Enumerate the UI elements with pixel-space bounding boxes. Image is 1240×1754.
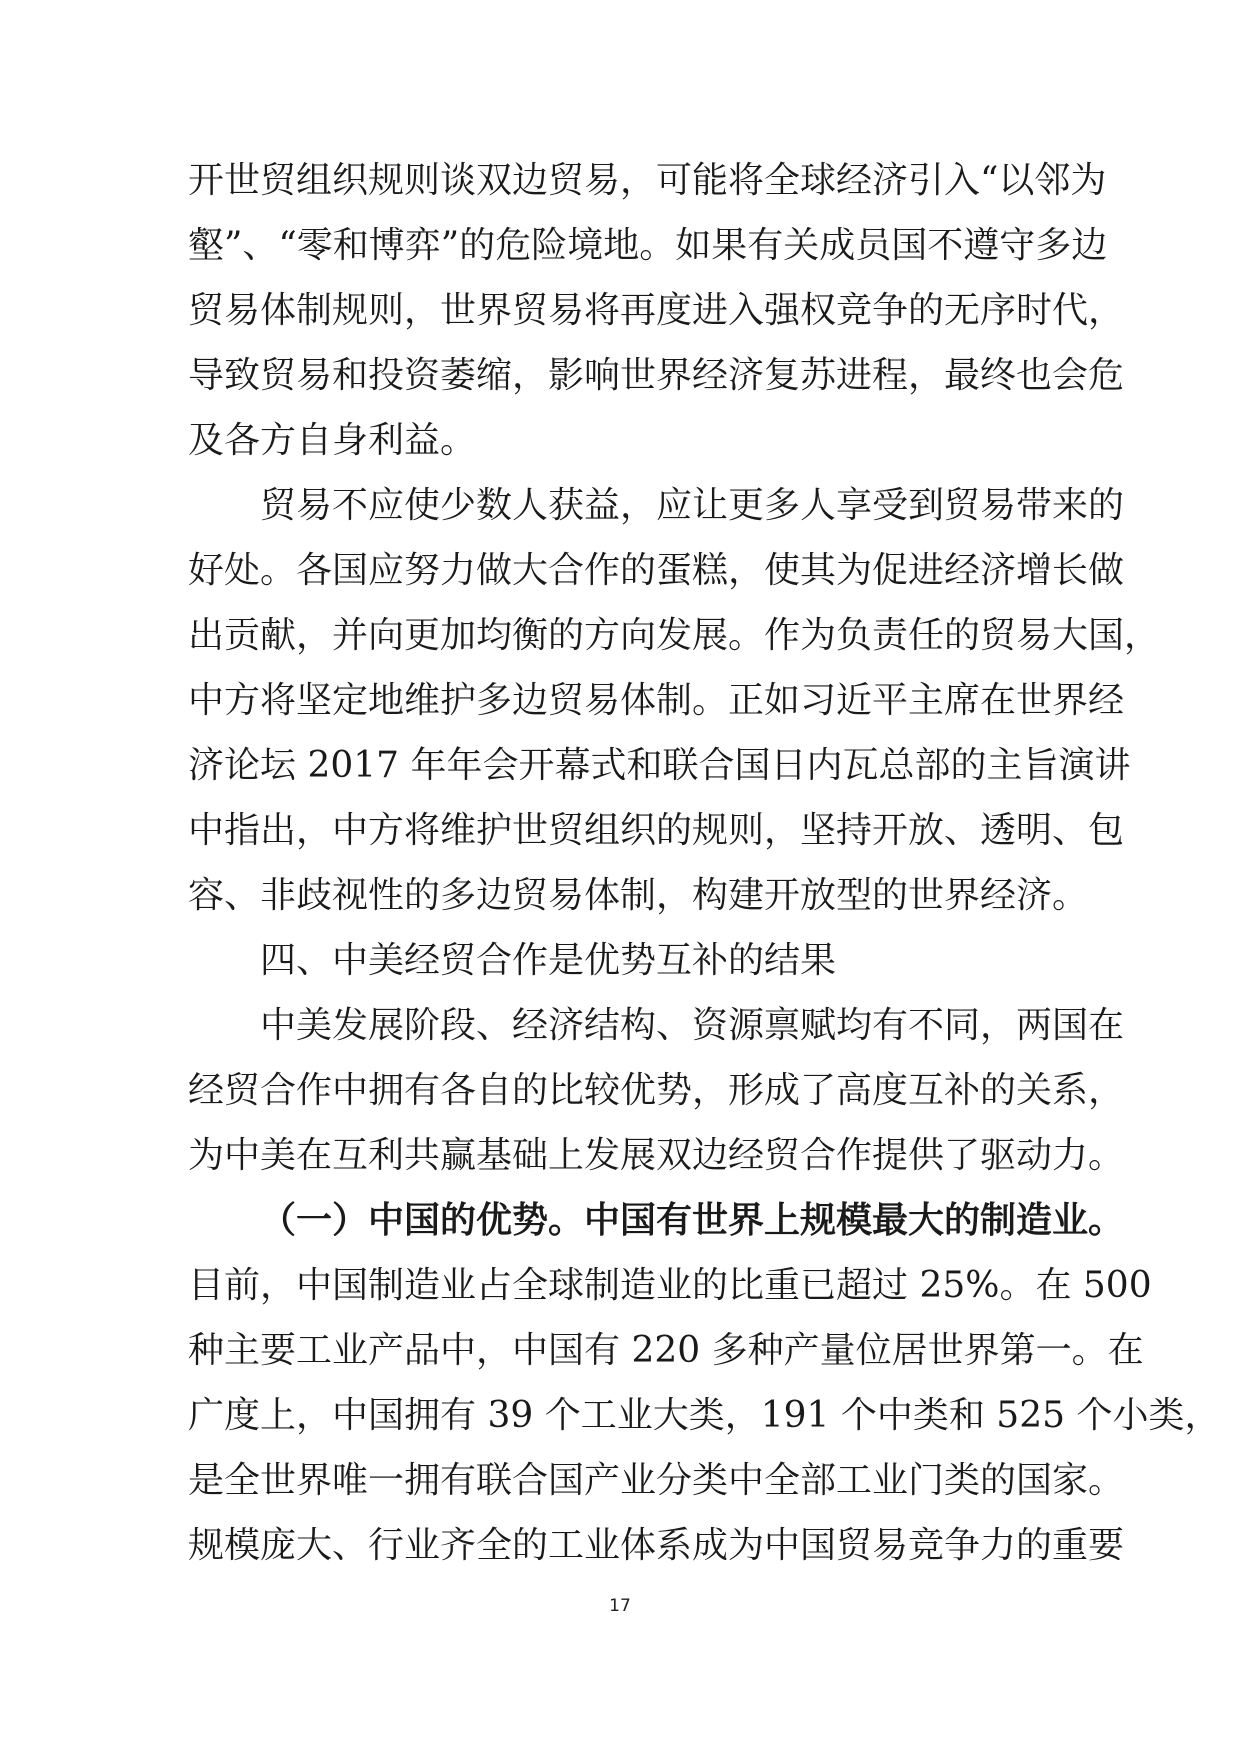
section-heading: 四、中美经贸合作是优势互补的结果	[260, 940, 837, 981]
body-line-10: 济论坛 2017 年年会开幕式和联合国日内瓦总部的主旨演讲	[188, 745, 1131, 786]
body-line-6: 贸易不应使少数人获益，应让更多人享受到贸易带来的	[260, 485, 1125, 526]
body-line-15: 经贸合作中拥有各自的比较优势，形成了高度互补的关系，	[188, 1070, 1125, 1111]
body-line-4: 导致贸易和投资萎缩，影响世界经济复苏进程，最终也会危	[188, 355, 1125, 396]
body-line-20: 广度上，中国拥有 39 个工业大类，191 个中类和 525 个小类，	[188, 1395, 1221, 1436]
body-line-14: 中美发展阶段、经济结构、资源禀赋均有不同，两国在	[260, 1005, 1125, 1046]
body-line-22: 规模庞大、行业齐全的工业体系成为中国贸易竞争力的重要	[188, 1525, 1125, 1566]
document-body	[188, 148, 1221, 1578]
body-line-11: 中指出，中方将维护世贸组织的规则，坚持开放、透明、包	[188, 810, 1125, 851]
body-line-12: 容、非歧视性的多边贸易体制，构建开放型的世界经济。	[188, 875, 1089, 916]
body-line-1: 开世贸组织规则谈双边贸易，可能将全球经济引入“以邻为	[188, 160, 1107, 201]
body-line-7: 好处。各国应努力做大合作的蛋糕，使其为促进经济增长做	[188, 550, 1125, 591]
body-line-5: 及各方自身利益。	[188, 420, 477, 461]
body-line-9: 中方将坚定地维护多边贸易体制。正如习近平主席在世界经	[188, 680, 1125, 721]
page-number: 17	[609, 1596, 631, 1616]
body-line-21: 是全世界唯一拥有联合国产业分类中全部工业门类的国家。	[188, 1460, 1125, 1501]
subsection-lead: （一）中国的优势。中国有世界上规模最大的制造业。	[260, 1199, 1125, 1241]
body-line-19: 种主要工业产品中，中国有 220 多种产量位居世界第一。在	[188, 1330, 1144, 1371]
body-line-3: 贸易体制规则，世界贸易将再度进入强权竞争的无序时代，	[188, 290, 1125, 331]
body-line-8: 出贡献，并向更加均衡的方向发展。作为负责任的贸易大国，	[188, 615, 1161, 656]
body-line-16: 为中美在互利共赢基础上发展双边经贸合作提供了驱动力。	[188, 1135, 1125, 1176]
body-line-18: 目前，中国制造业占全球制造业的比重已超过 25%。在 500	[188, 1265, 1152, 1306]
body-line-2: 壑”、“零和博弈”的危险境地。如果有关成员国不遵守多边	[188, 225, 1108, 266]
